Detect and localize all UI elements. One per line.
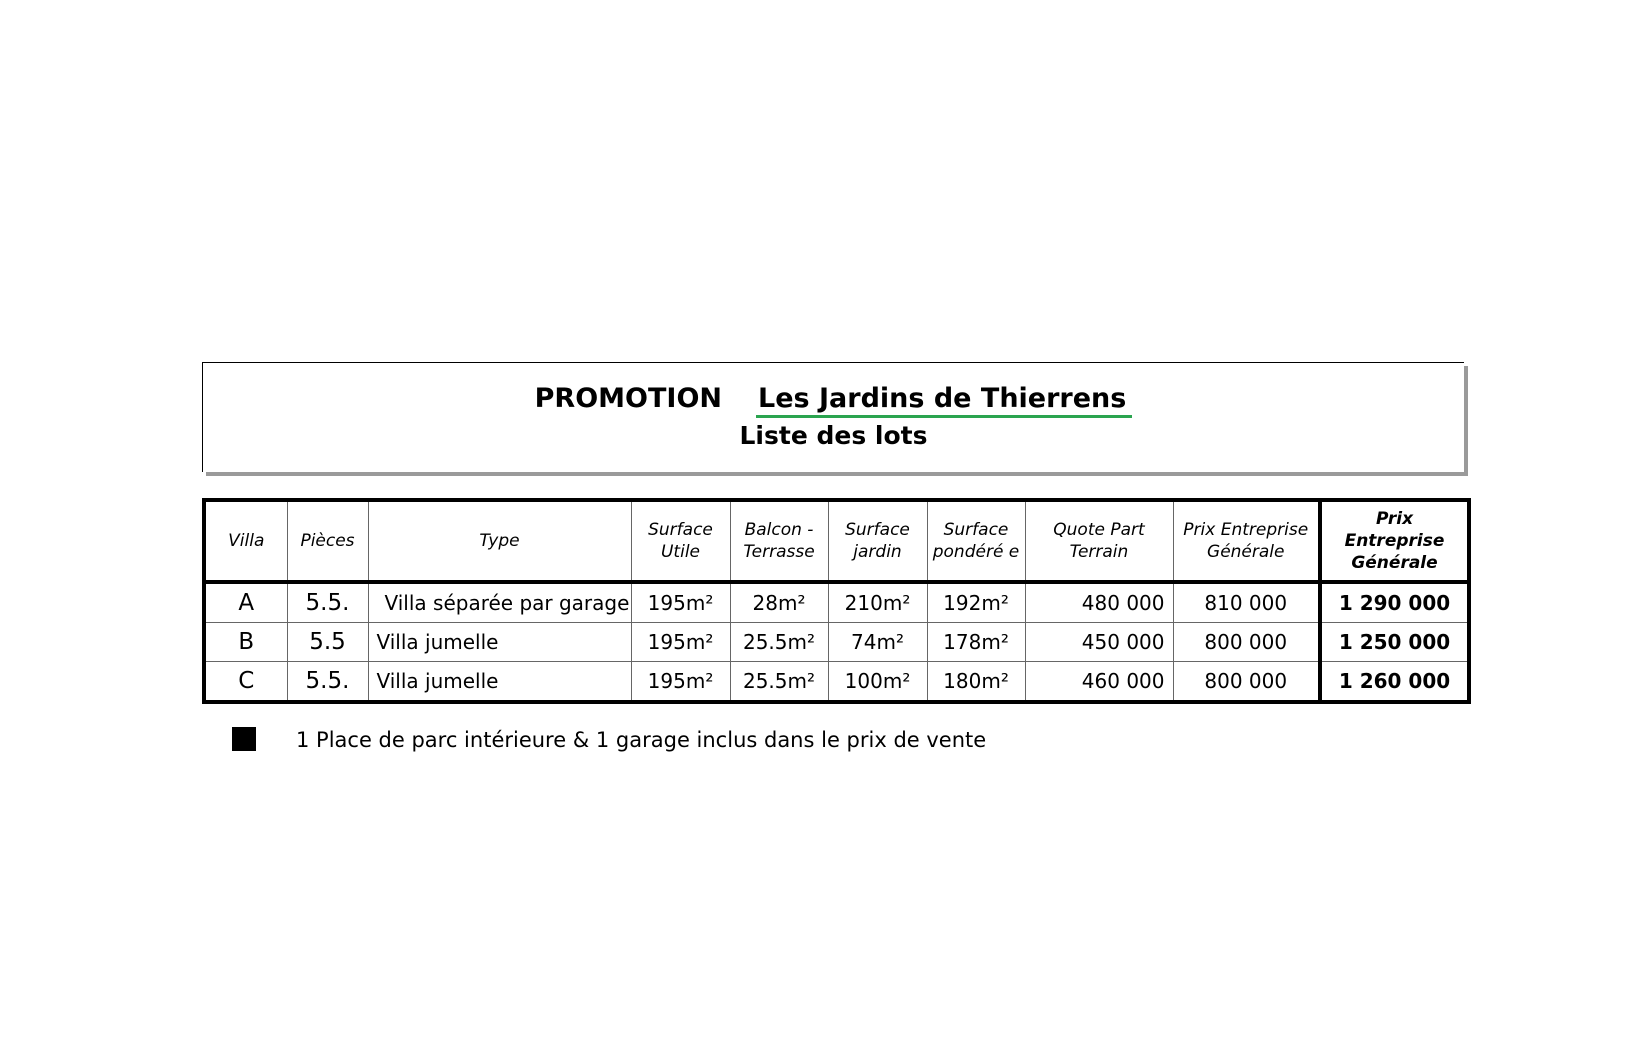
- header-row: [204, 500, 1469, 582]
- title-line: [203, 383, 1464, 414]
- header-surface-jardin: Surface jardin: [828, 500, 927, 582]
- table-row: [204, 623, 1469, 662]
- cell-villa: B: [204, 623, 287, 662]
- footnote-text: 1 Place de parc intérieure & 1 garage inclus dans le prix de vente: [296, 728, 987, 752]
- header-type: Type: [368, 500, 631, 582]
- bullet-square-icon: [232, 727, 256, 751]
- cell-villa: A: [204, 582, 287, 623]
- project-name: Les Jardins de Thierrens: [756, 383, 1132, 418]
- cell-total: 1 250 000: [1320, 623, 1469, 662]
- cell-total: 1 260 000: [1320, 662, 1469, 703]
- cell-surface-utile: 195m²: [631, 623, 730, 662]
- cell-balcon: 25.5m²: [730, 623, 828, 662]
- cell-balcon: 28m²: [730, 582, 828, 623]
- cell-type: Villa séparée par garage: [368, 582, 631, 623]
- cell-jardin: 74m²: [828, 623, 927, 662]
- title-box: [202, 362, 1464, 472]
- cell-type: Villa jumelle: [368, 662, 631, 703]
- cell-quote-part: 450 000: [1025, 623, 1173, 662]
- promotion-label: PROMOTION: [534, 383, 723, 414]
- cell-prix-eg: 800 000: [1173, 662, 1320, 703]
- cell-quote-part: 460 000: [1025, 662, 1173, 703]
- cell-ponderee: 178m²: [927, 623, 1025, 662]
- cell-pieces: 5.5: [287, 623, 368, 662]
- cell-total: 1 290 000: [1320, 582, 1469, 623]
- header-pieces: Pièces: [287, 500, 368, 582]
- cell-pieces: 5.5.: [287, 582, 368, 623]
- header-villa: Villa: [204, 500, 287, 582]
- cell-prix-eg: 800 000: [1173, 623, 1320, 662]
- cell-type: Villa jumelle: [368, 623, 631, 662]
- page-subtitle: Liste des lots: [739, 421, 928, 450]
- header-prix-entreprise: Prix Entreprise Générale: [1173, 500, 1320, 582]
- cell-villa: C: [204, 662, 287, 703]
- lots-table: [202, 498, 1471, 704]
- footnote: [232, 728, 986, 753]
- cell-jardin: 100m²: [828, 662, 927, 703]
- cell-surface-utile: 195m²: [631, 582, 730, 623]
- header-surface-utile: Surface Utile: [631, 500, 730, 582]
- cell-prix-eg: 810 000: [1173, 582, 1320, 623]
- header-prix-total: Prix Entreprise Générale: [1320, 500, 1469, 582]
- table-row: [204, 582, 1469, 623]
- cell-ponderee: 192m²: [927, 582, 1025, 623]
- cell-jardin: 210m²: [828, 582, 927, 623]
- cell-balcon: 25.5m²: [730, 662, 828, 703]
- header-surface-ponderee: Surface pondéré e: [927, 500, 1025, 582]
- cell-pieces: 5.5.: [287, 662, 368, 703]
- table-row: [204, 662, 1469, 703]
- cell-ponderee: 180m²: [927, 662, 1025, 703]
- cell-surface-utile: 195m²: [631, 662, 730, 703]
- header-balcon-terrasse: Balcon - Terrasse: [730, 500, 828, 582]
- cell-quote-part: 480 000: [1025, 582, 1173, 623]
- header-quote-part-terrain: Quote Part Terrain: [1025, 500, 1173, 582]
